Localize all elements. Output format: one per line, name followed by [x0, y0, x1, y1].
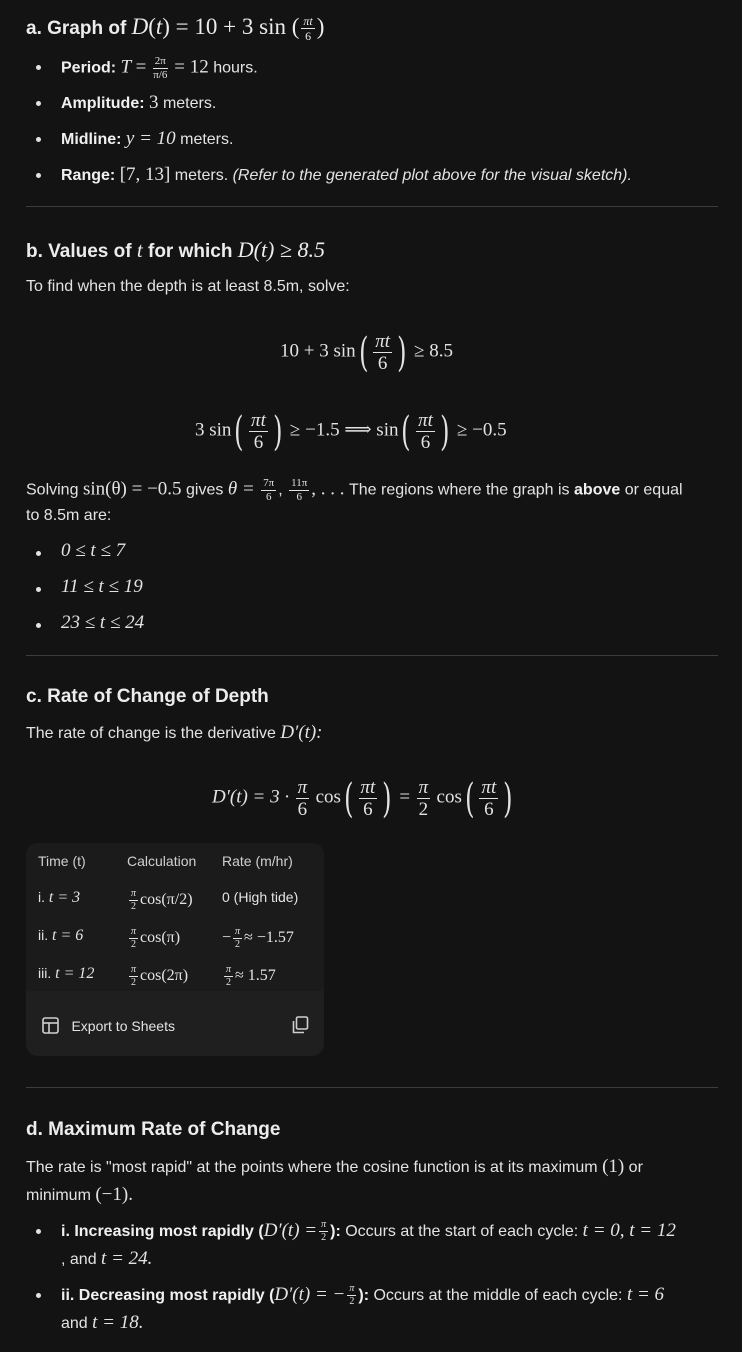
frac-num: πt	[251, 410, 266, 431]
label: ii. Decreasing most rapidly (	[61, 1287, 275, 1304]
derivative-equation: D′(t) = 3 · $\frac{\pi}{6}$ cos( $\frac{\pi t}{6}$ ) = $\frac{\pi}{2}$ cos( $\frac{\pi t}{6}$ )	[212, 775, 513, 822]
bullet	[36, 551, 41, 556]
rate-table-card	[26, 843, 324, 1056]
math: t = 24.	[101, 1248, 153, 1269]
math: t = 12	[55, 965, 95, 982]
frac-den: 6	[296, 491, 302, 503]
label: Range:	[61, 167, 116, 184]
heading-text: b. Values of	[26, 241, 132, 262]
table-row-time	[38, 965, 94, 983]
copy-button[interactable]	[292, 1016, 309, 1039]
section-b-heading	[26, 237, 325, 263]
frac-den: 6	[484, 799, 494, 820]
text: and	[61, 1315, 88, 1332]
math: cos(π/2)	[140, 891, 193, 909]
frac-den: 2	[418, 799, 429, 820]
table-row-time	[38, 927, 83, 945]
table-grid-icon	[42, 1017, 59, 1034]
column-header: Time (t)	[38, 853, 86, 869]
text: minimum	[26, 1187, 91, 1204]
text: hours.	[213, 59, 258, 77]
solve-line: Solving sin(θ) = −0.5 gives θ = $\frac{7\pi}{6}$ , $\frac{11\pi}{6}$ , . . . The regions where the graph is above or equal	[26, 477, 683, 503]
label: Period:	[61, 59, 117, 77]
divider	[26, 206, 718, 207]
intro-text: To find when the depth is at least 8.5m, solve:	[26, 278, 350, 295]
frac-num: 2π	[154, 55, 166, 67]
math: , . . .	[311, 478, 345, 500]
math: [7, 13]	[119, 164, 171, 185]
math: (−1).	[95, 1184, 133, 1205]
text: meters.	[180, 131, 234, 148]
text: gives	[186, 481, 224, 499]
row-label: iii.	[38, 965, 52, 981]
table-row-rate: 0 (High tide)	[222, 889, 299, 905]
math: D′(t):	[280, 722, 323, 743]
midline-item	[61, 128, 233, 150]
bullet	[36, 587, 41, 592]
table-row-calc: $\frac{\pi}{2}$ cos(π/2)	[131, 888, 193, 912]
section-d-heading	[26, 1119, 280, 1141]
math: ≈ 1.57	[235, 967, 276, 985]
frac-num: πt	[418, 410, 433, 431]
text: Solving	[26, 481, 79, 499]
text: Occurs at the start of each cycle:	[345, 1223, 579, 1240]
math: (1)	[602, 1156, 625, 1177]
heading-text: d. Maximum Rate of Change	[26, 1119, 281, 1140]
math: t = 3	[48, 889, 81, 906]
inequality-2: 3 sin( $\frac{\pi t}{6}$ ) ≥ −1.5 ⟹ sin( $\frac{\pi t}{6}$ ) ≥ −0.5	[195, 408, 507, 455]
math: 10 + 3 sin	[280, 340, 356, 362]
export-label: Export to Sheets	[71, 1017, 175, 1034]
frac-num: π	[418, 777, 429, 798]
frac-den: 6	[297, 799, 308, 820]
math: t = 18.	[92, 1312, 144, 1333]
math: D′(t) = −	[274, 1284, 346, 1305]
bullet	[36, 623, 41, 628]
text: or	[628, 1159, 643, 1176]
math: cos	[315, 786, 341, 808]
frac-num: π	[297, 777, 308, 798]
bold-text: above	[574, 481, 621, 499]
text: , and	[61, 1251, 97, 1268]
text: meters.	[174, 167, 229, 184]
bullet	[36, 173, 41, 178]
bullet	[36, 1229, 41, 1234]
frac-num: πt	[375, 331, 391, 352]
rate-table	[26, 843, 324, 991]
increasing-item-line2	[61, 1248, 152, 1270]
text: or equal	[624, 481, 683, 499]
math: t = 6	[626, 1284, 665, 1305]
text: The rate is "most rapid" at the points where the cosine function is at its maximum	[26, 1159, 598, 1176]
frac-num: 11π	[291, 477, 308, 489]
frac-den: π/6	[153, 69, 168, 81]
period-item: Period: T = $\frac{2\pi}{\pi/6}$ = 12 hours.	[61, 55, 258, 81]
frac-den: 6	[265, 491, 272, 503]
math: ≥ −1.5 ⟹ sin	[289, 419, 399, 441]
text: meters.	[162, 95, 217, 112]
table-row-time	[38, 889, 80, 907]
table-row-rate: $\frac{\pi}{2}$ ≈ 1.57	[226, 964, 276, 988]
section-c-heading	[26, 686, 269, 708]
math: 3	[149, 92, 159, 113]
copy-icon	[292, 1016, 309, 1034]
column-header: Calculation	[127, 853, 197, 869]
table-row-calc: $\frac{\pi}{2}$ cos(π)	[131, 926, 181, 950]
section-d-intro-2	[26, 1184, 133, 1206]
math: D′(t) = 3 ·	[212, 786, 290, 808]
frac-num: πt	[360, 777, 376, 798]
math: cos(2π)	[140, 967, 189, 985]
amplitude-item	[61, 92, 216, 114]
frac-den: 6	[363, 799, 373, 820]
math: t = 0, t = 12	[582, 1220, 676, 1241]
label: Amplitude:	[61, 95, 145, 112]
frac-num: πt	[481, 777, 497, 798]
math: D′(t) =	[263, 1220, 318, 1241]
row-label: i.	[38, 889, 45, 905]
bullet	[36, 137, 41, 142]
heading-text: for which	[148, 241, 233, 262]
interval-item: 23 ≤ t ≤ 24	[61, 612, 145, 633]
frac-den: 6	[253, 432, 264, 453]
math: =	[399, 786, 411, 808]
frac-den: 6	[420, 432, 431, 453]
math: 3 sin	[195, 419, 232, 441]
text: The rate of change is the derivative	[26, 725, 276, 742]
frac-den: 6	[377, 353, 388, 374]
interval-item: 11 ≤ t ≤ 19	[61, 576, 143, 597]
math: ≈ −1.57	[244, 929, 294, 947]
divider	[26, 1087, 718, 1088]
label: ):	[358, 1287, 370, 1304]
interval-item: 0 ≤ t ≤ 7	[61, 540, 126, 561]
section-a-heading: a. Graph of D(t) = 10 + 3 sin ( $\frac{\pi t}{6}$ )	[26, 14, 325, 44]
bullet	[36, 101, 41, 106]
text: Occurs at the middle of each cycle:	[373, 1287, 623, 1304]
range-item	[61, 164, 632, 186]
heading-math: D(t) ≥ 8.5	[237, 237, 325, 262]
solve-line-2: to 8.5m are:	[26, 507, 112, 524]
decreasing-item: ii. Decreasing most rapidly (D′(t) = − $\frac{\pi}{2}$ ): Occurs at the middle of each cycle: t = 6	[61, 1283, 665, 1308]
bullet	[36, 65, 41, 70]
frac-num: 7π	[263, 477, 275, 489]
section-d-intro	[26, 1156, 643, 1178]
text: The regions where the graph is	[348, 481, 570, 499]
label: i. Increasing most rapidly (	[61, 1223, 264, 1240]
math: θ =	[227, 478, 255, 500]
table-row-rate: − $\frac{\pi}{2}$ ≈ −1.57	[222, 926, 294, 950]
math: sin(θ) = −0.5	[82, 478, 182, 500]
math: ≥ 8.5	[414, 340, 454, 362]
heading-text: c. Rate of Change of Depth	[26, 686, 269, 707]
heading-text: a. Graph of	[26, 18, 127, 39]
label: Midline:	[61, 131, 122, 148]
heading-var: t	[136, 238, 143, 262]
row-label: ii.	[38, 927, 49, 943]
section-c-intro	[26, 722, 323, 744]
export-bar	[26, 996, 324, 1056]
math: y = 10	[125, 128, 176, 149]
label: ):	[330, 1223, 341, 1240]
math: cos	[436, 786, 462, 808]
note: (Refer to the generated plot above for the visual sketch).	[232, 167, 632, 184]
heading-math: D	[131, 14, 149, 39]
table-row-calc: $\frac{\pi}{2}$ cos(2π)	[131, 964, 189, 988]
inequality-1: 10 + 3 sin( $\frac{\pi t}{6}$ ) ≥ 8.5	[280, 329, 454, 376]
increasing-item: i. Increasing most rapidly (D′(t) = $\frac{\pi}{2}$ ): Occurs at the start of each cycle: t = 0, t = 12	[61, 1219, 676, 1244]
math: ≥ −0.5	[456, 419, 507, 441]
math: cos(π)	[140, 929, 181, 947]
column-header: Rate (m/hr)	[222, 853, 293, 869]
math: t = 6	[52, 927, 84, 944]
math: = 12	[174, 56, 209, 78]
decreasing-item-line2	[61, 1312, 144, 1334]
divider	[26, 655, 718, 656]
bullet	[36, 1293, 41, 1298]
export-to-sheets-button[interactable]	[42, 1017, 175, 1035]
